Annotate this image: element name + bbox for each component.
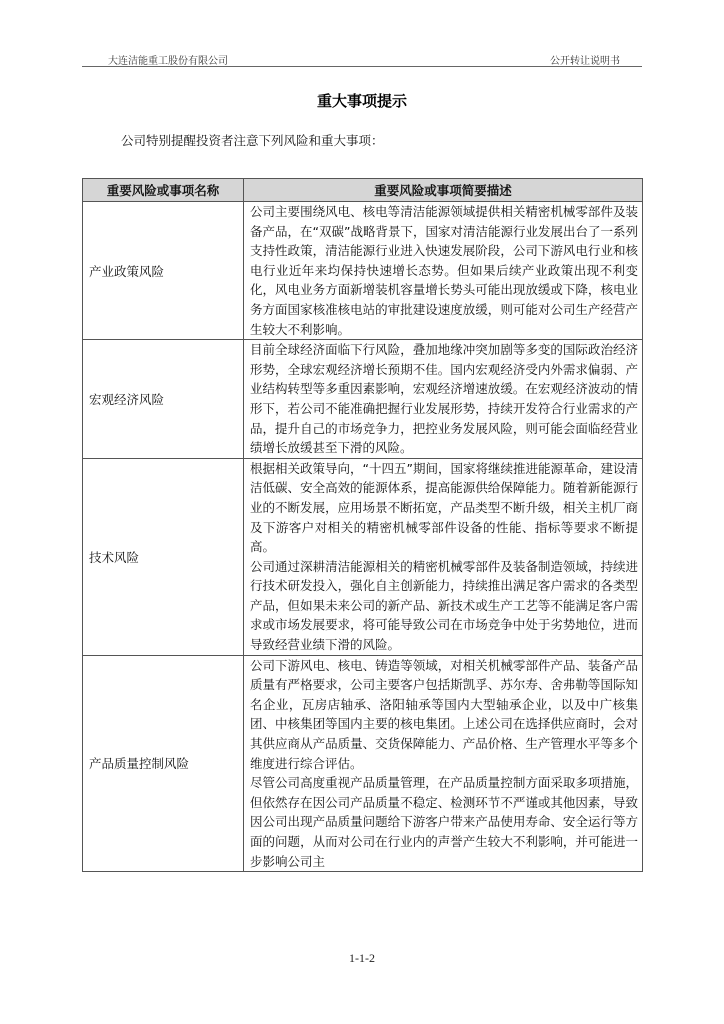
table-row [83, 458, 643, 655]
risk-name: 产业政策风险 [83, 202, 244, 340]
table-row [83, 202, 643, 340]
page-title: 重大事项提示 [316, 92, 407, 110]
risk-description [244, 458, 643, 655]
table-header-row [83, 179, 643, 202]
table-row [83, 655, 643, 872]
risk-paragraph: 目前全球经济面临下行风险，叠加地缘冲突加剧等多变的国际政治经济形势，全球宏观经济增长预期不佳。国内宏观经济受内外需求偏弱、产业结构转型等多重因素影响，宏观经济增速放缓。在宏观经济波动的情形下，若公司不能准确把握行业发展形势，持续开发符合行业需求的产品，提升自己的市场竞争力，把控业务发展风险，则可能会面临经营业绩增长放缓甚至下滑的风险。 [250, 342, 638, 456]
risk-paragraph: 公司通过深耕清洁能源相关的精密机械零部件及装备制造领域，持续进行技术研发投入，强化自主创新能力，持续推出满足客户需求的各类型产品，但如果未来公司的新产品、新技术或生产工艺等不能满足客户需求或市场发展要求，将可能导致公司在市场竞争中处于劣势地位，进而导致经营业绩下滑的风险。 [250, 558, 638, 653]
risk-paragraph: 公司主要围绕风电、核电等清洁能源领域提供相关精密机械零部件及装备产品，在“双碳”战略背景下，国家对清洁能源行业发展出台了一系列支持性政策，清洁能源行业进入快速发展阶段，公司下游风电行业和核电行业近年来均保持快速增长态势。但如果后续产业政策出现不利变化，风电业务方面新增装机容量增长势头可能出现放缓或下降，核电业务方面国家核准核电站的审批建设速度放缓，则可能对公司生产经营产生较大不利影响。 [250, 204, 638, 337]
intro-text: 公司特别提醒投资者注意下列风险和重大事项： [121, 133, 384, 148]
risk-name: 宏观经济风险 [83, 340, 244, 459]
page-header [82, 50, 642, 67]
header-company: 大连洁能重工股份有限公司 [108, 56, 228, 67]
risk-paragraph: 公司下游风电、核电、铸造等领域，对相关机械零部件产品、装备产品质量有严格要求，公司主要客户包括斯凯孚、苏尔寿、舍弗勒等国际知名企业，瓦房店轴承、洛阳轴承等国内大型轴承企业，以及中广核集团、中核集团等国内主要的核电集团。上述公司在选择供应商时，会对其供应商从产品质量、交货保障能力、产品价格、生产管理水平等多个维度进行综合评估。 [250, 657, 638, 771]
table-row [83, 340, 643, 459]
risk-description [244, 202, 643, 340]
risk-name: 产品质量控制风险 [83, 655, 244, 872]
page-number: 1-1-2 [349, 951, 375, 965]
column-header-description: 重要风险或事项简要描述 [244, 179, 643, 202]
header-doc-type: 公开转让说明书 [550, 56, 620, 67]
risk-paragraph: 根据相关政策导向，“十四五”期间，国家将继续推进能源革命，建设清洁低碳、安全高效的能源体系，提高能源供给保障能力。随着新能源行业的不断发展，应用场景不断拓宽，产品类型不断升级，相关主机厂商及下游客户对相关的精密机械零部件设备的性能、指标等要求不断提高。 [250, 460, 638, 555]
risk-paragraph: 尽管公司高度重视产品质量管理，在产品质量控制方面采取多项措施，但依然存在因公司产品质量不稳定、检测环节不严谨或其他因素，导致因公司出现产品质量问题给下游客户带来产品使用寿命、安全运行等方面的问题，从而对公司在行业内的声誉产生较大不利影响，并可能进一步影响公司主 [250, 775, 638, 869]
risk-name: 技术风险 [83, 458, 244, 655]
column-header-name: 重要风险或事项名称 [83, 179, 244, 202]
risk-description [244, 655, 643, 872]
risk-description [244, 340, 643, 459]
risk-table [82, 178, 643, 872]
